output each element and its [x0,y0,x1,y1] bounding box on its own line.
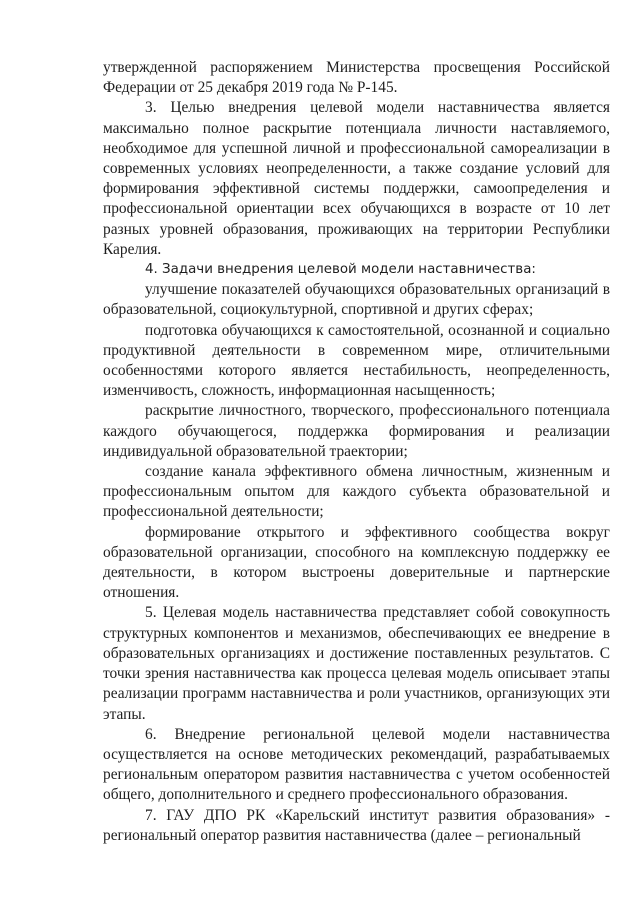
document-page [103,58,610,846]
task-list-item: улучшение показателей обучающихся образовательных организаций в образовательной, социокультурной, спортивной и других сферах; [103,281,610,319]
paragraph-item-3: 3. Целью внедрения целевой модели наставничества является максимально полное раскрытие потенциала личности наставляемого, необходимое для успешной личной и профессиональной самореализации в современных условиях неопределенности, а также создание условий для формирования эффективной системы поддержки, самоопределения и профессиональной ориентации всех обучающихся в возрасте от 10 лет разных уровней образования, проживающих на территории Республики Карелия. [103,99,610,258]
paragraph-item-4-heading: 4. Задачи внедрения целевой модели наставничества: [145,262,536,278]
paragraph-item-7: 7. ГАУ ДПО РК «Карельский институт развития образования» - региональный оператор развития наставничества (далее – региональный [103,806,610,844]
task-list-item: подготовка обучающихся к самостоятельной, осознанной и социально продуктивной деятельности в современном мире, отличительными особенностями которого является нестабильность, неопределенность, изменчивость, сложность, информационная насыщенность; [103,321,610,400]
paragraph-item-5: 5. Целевая модель наставничества представляет собой совокупность структурных компонентов и механизмов, обеспечивающих ее внедрение в образовательных организациях и достижение поставленных результатов. С точки зрения наставничества как процесса целевая модель описывает этапы реализации программ наставничества и роли участников, организующих эти этапы. [103,604,610,723]
paragraph-item-6: 6. Внедрение региональной целевой модели наставничества осуществляется на основе методических рекомендаций, разрабатываемых региональным оператором развития наставничества с учетом особенностей общего, дополнительного и среднего профессионального образования. [103,725,610,804]
task-list-item: создание канала эффективного обмена личностным, жизненным и профессиональным опытом для каждого субъекта образовательной и профессиональной деятельности; [103,463,610,521]
task-list-item: формирование открытого и эффективного сообщества вокруг образовательной организации, способного на комплексную поддержку ее деятельности, в котором выстроены доверительные и партнерские отношения. [103,523,610,602]
paragraph-continuation: утвержденной распоряжением Министерства просвещения Российской Федерации от 25 декабря 2019 года № Р-145. [103,59,610,97]
task-list-item: раскрытие личностного, творческого, профессионального потенциала каждого обучающегося, поддержка формирования и реализации индивидуальной образовательной траектории; [103,402,610,460]
